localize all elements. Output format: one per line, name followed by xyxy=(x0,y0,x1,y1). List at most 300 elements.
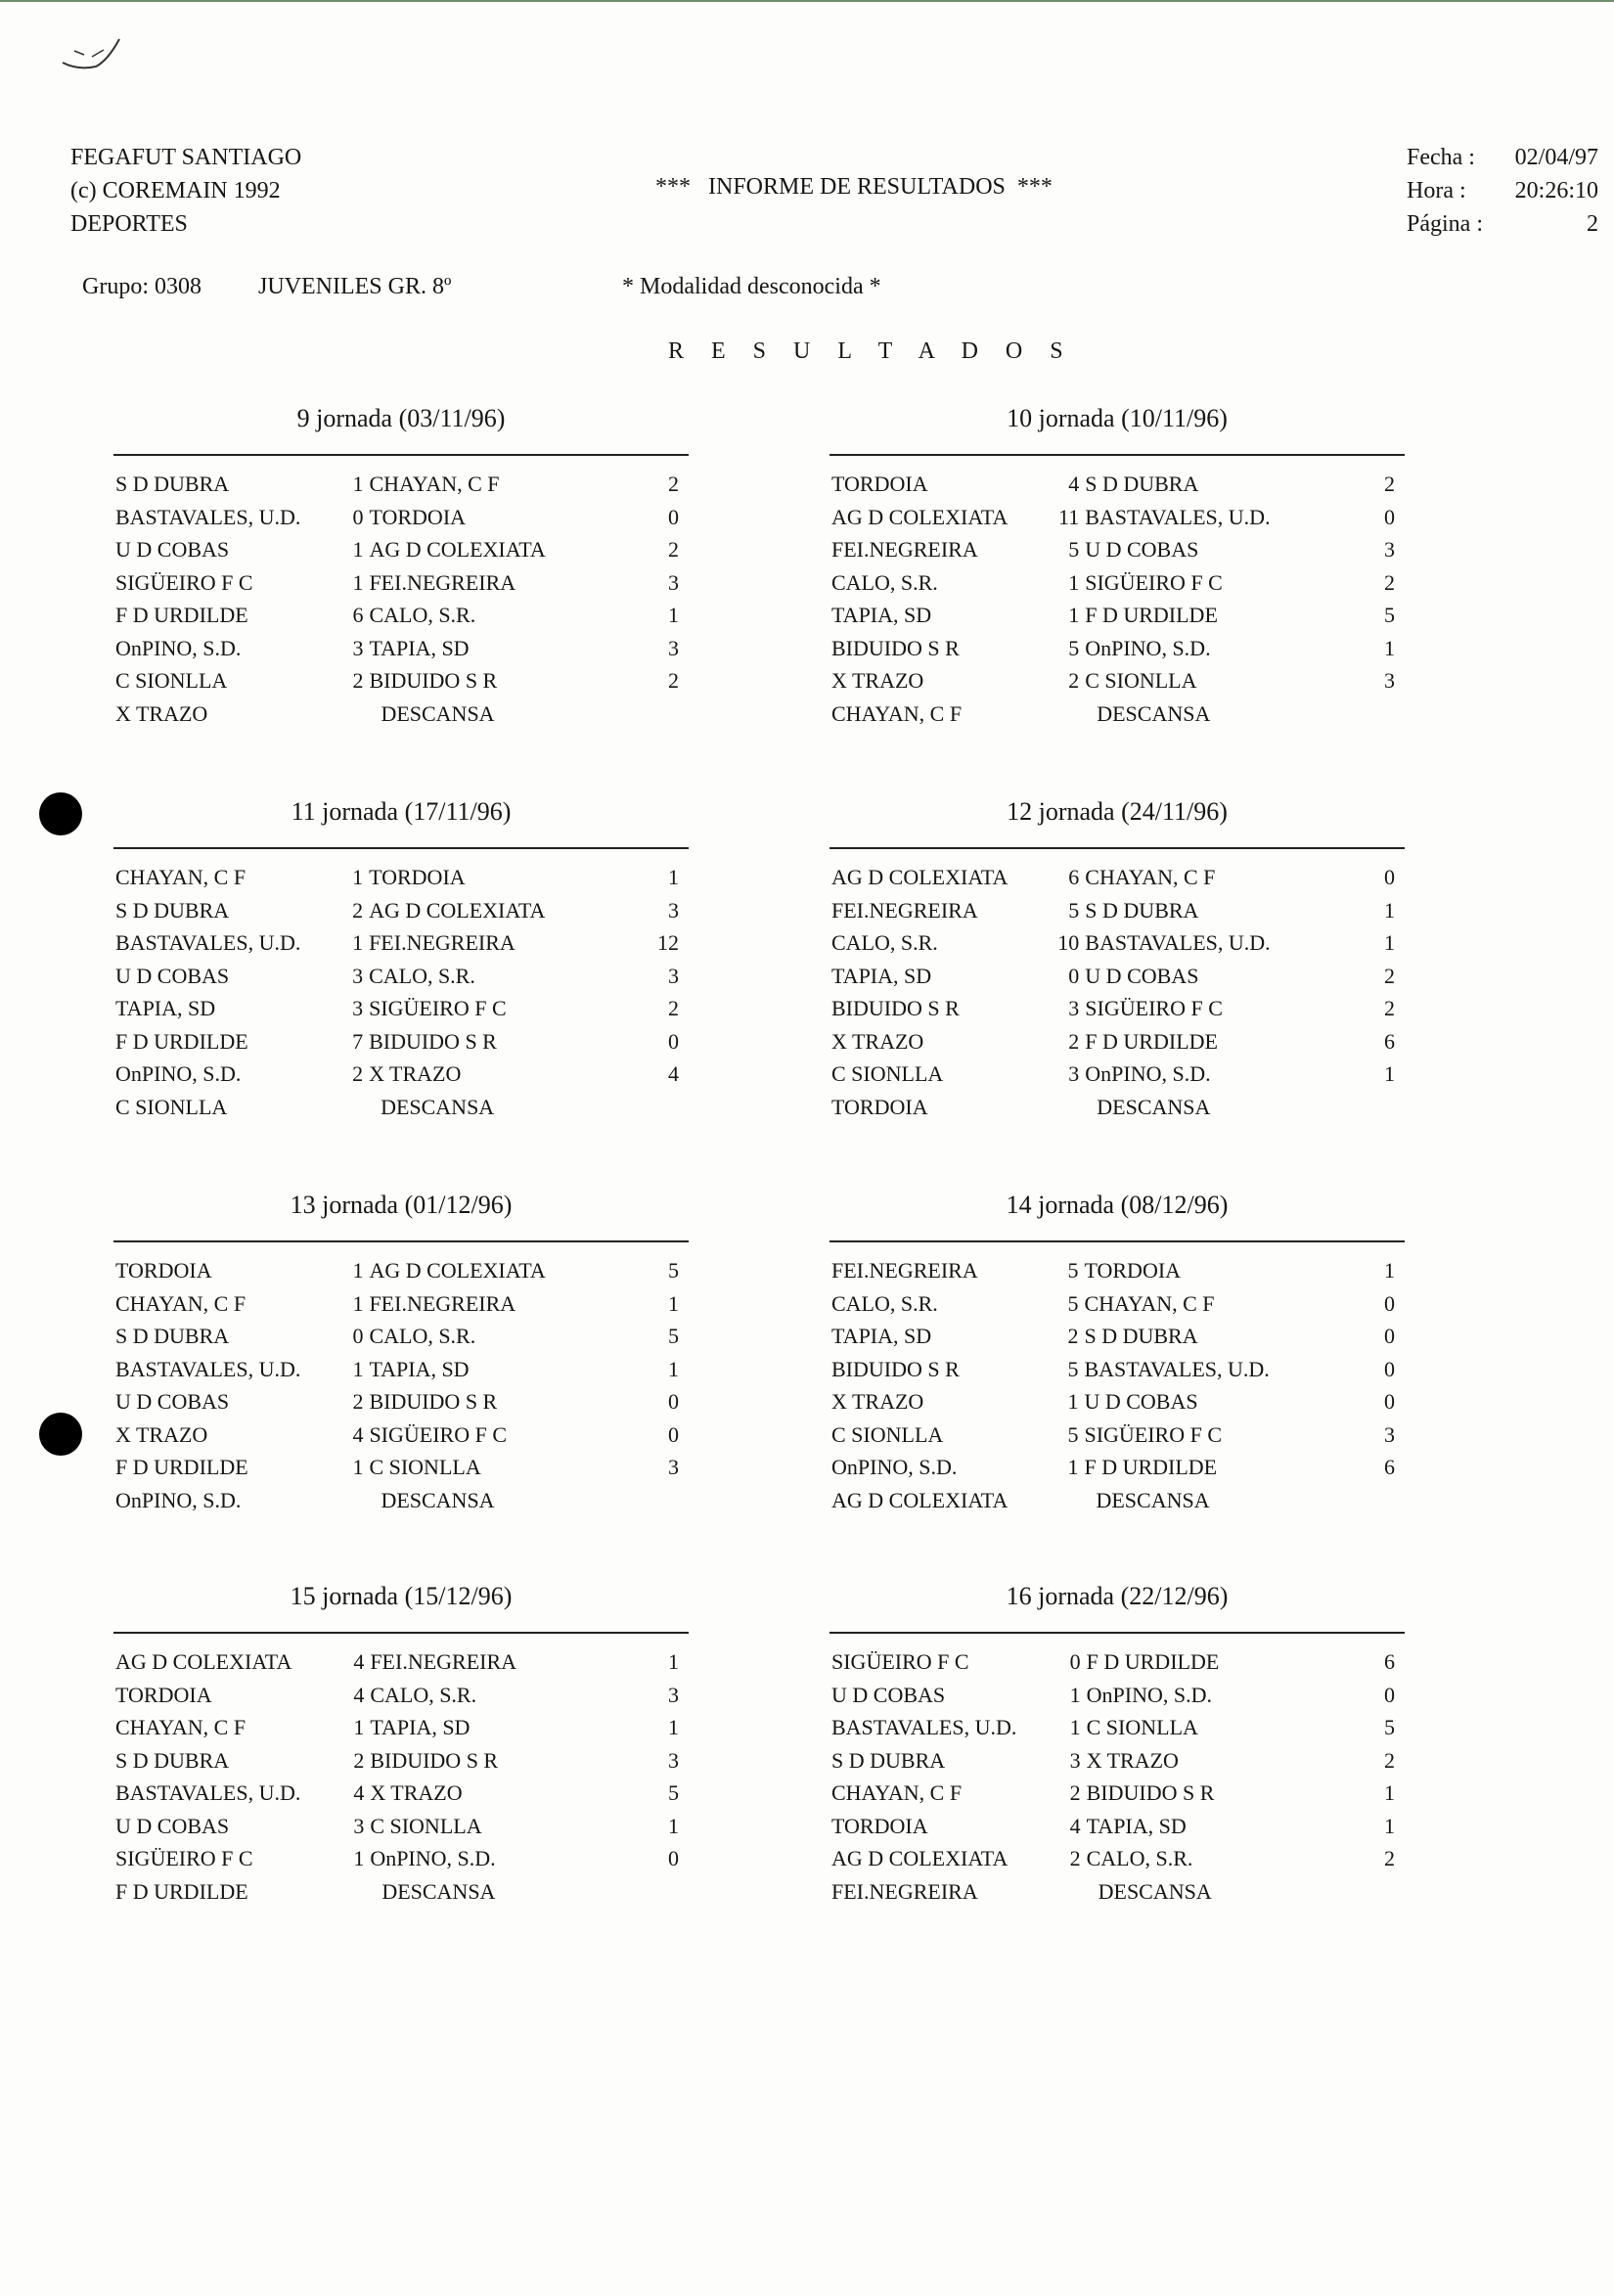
away-team: F D URDILDE xyxy=(1085,603,1218,627)
resting-team: AG D COLEXIATA xyxy=(831,1487,1009,1512)
match-row xyxy=(829,1025,1405,1058)
match-row xyxy=(829,1320,1405,1353)
away-score: 3 xyxy=(668,1747,679,1773)
match-row xyxy=(113,1645,689,1679)
home-score: 4 xyxy=(352,1421,364,1447)
match-row xyxy=(113,1254,689,1287)
home-team: U D COBAS xyxy=(831,1682,946,1707)
matchday-results-table xyxy=(113,861,689,1123)
match-row xyxy=(113,501,689,534)
away-team: CALO, S.R. xyxy=(369,1324,476,1348)
rest-row xyxy=(829,1484,1405,1517)
away-team: SIGÜEIRO F C xyxy=(369,996,507,1020)
away-score: 5 xyxy=(668,1780,679,1805)
matchday-results-table xyxy=(829,861,1405,1123)
rest-label: DESCANSA xyxy=(1097,1094,1211,1119)
away-team: CHAYAN, C F xyxy=(369,472,500,496)
away-score: 2 xyxy=(1384,963,1395,988)
away-score: 0 xyxy=(668,1846,679,1870)
away-team: TAPIA, SD xyxy=(370,1715,471,1739)
page-number: 2 xyxy=(1587,211,1598,237)
away-team: X TRAZO xyxy=(370,1780,463,1805)
home-team: BIDUIDO S R xyxy=(831,1356,960,1381)
matchday-block xyxy=(113,1186,689,1516)
away-team: S D DUBRA xyxy=(1085,897,1199,923)
match-row xyxy=(829,1418,1405,1452)
match-row xyxy=(113,1418,689,1452)
away-team: BASTAVALES, U.D. xyxy=(1085,504,1271,529)
home-score: 3 xyxy=(1068,1061,1080,1086)
rest-score-empty xyxy=(1042,698,1085,731)
time-row xyxy=(1407,174,1598,207)
away-score: 2 xyxy=(1384,996,1395,1020)
home-score: 1 xyxy=(353,1846,365,1870)
away-score: 3 xyxy=(668,963,679,988)
home-team: CALO, S.R. xyxy=(831,1290,938,1316)
home-team: TAPIA, SD xyxy=(831,963,932,988)
away-team: SIGÜEIRO F C xyxy=(1085,569,1223,595)
away-team: F D URDILDE xyxy=(1086,1649,1220,1674)
match-row xyxy=(829,1777,1405,1810)
away-team: OnPINO, S.D. xyxy=(1085,635,1211,660)
home-score: 2 xyxy=(352,897,364,923)
away-score: 2 xyxy=(668,537,679,562)
matchday-block xyxy=(829,792,1405,1123)
match-row xyxy=(829,1810,1405,1843)
away-team: CALO, S.R. xyxy=(369,603,476,627)
away-score: 0 xyxy=(668,1028,679,1054)
match-row xyxy=(829,501,1405,534)
away-score: 0 xyxy=(668,504,679,529)
match-row xyxy=(829,1058,1405,1091)
away-score: 1 xyxy=(1384,1780,1395,1805)
match-row xyxy=(829,566,1405,600)
match-row xyxy=(113,1353,689,1386)
match-row xyxy=(113,1842,689,1875)
home-score: 2 xyxy=(1068,1028,1080,1054)
home-team: U D COBAS xyxy=(115,963,230,988)
matchday-block xyxy=(829,1186,1405,1516)
away-score: 1 xyxy=(668,1715,679,1739)
home-score: 1 xyxy=(352,1258,364,1283)
home-team: X TRAZO xyxy=(831,668,924,693)
away-score: 0 xyxy=(1384,1324,1395,1348)
home-team: TORDOIA xyxy=(831,472,928,496)
rest-row xyxy=(113,1875,689,1909)
match-row xyxy=(113,960,689,993)
time-value: 20:26:10 xyxy=(1514,178,1598,203)
home-team: CHAYAN, C F xyxy=(831,1780,963,1805)
home-team: U D COBAS xyxy=(115,1813,230,1838)
away-score: 2 xyxy=(1384,1846,1395,1870)
away-score: 0 xyxy=(1384,504,1395,529)
home-team: SIGÜEIRO F C xyxy=(115,1846,253,1870)
match-row xyxy=(829,1287,1405,1321)
away-score: 3 xyxy=(668,569,679,595)
home-score: 5 xyxy=(1068,537,1080,562)
rest-label: DESCANSA xyxy=(1097,700,1211,726)
home-score: 1 xyxy=(352,930,364,955)
group-category: JUVENILES GR. 8º xyxy=(258,274,452,299)
away-score: 2 xyxy=(668,668,679,693)
rest-label: DESCANSA xyxy=(1098,1878,1212,1904)
matchday-divider xyxy=(113,1632,689,1634)
away-team: BIDUIDO S R xyxy=(369,1389,498,1414)
match-row xyxy=(829,1451,1405,1484)
matchday-divider xyxy=(113,847,689,849)
match-row xyxy=(113,1679,689,1712)
home-team: U D COBAS xyxy=(115,537,230,562)
away-score: 2 xyxy=(668,472,679,496)
matchday-block xyxy=(113,792,689,1123)
matchday-title: 12 jornada (24/11/96) xyxy=(1007,797,1228,826)
home-team: OnPINO, S.D. xyxy=(115,1061,242,1086)
away-score: 2 xyxy=(1384,1747,1395,1773)
away-score: 6 xyxy=(1384,1028,1395,1054)
away-team: BIDUIDO S R xyxy=(370,1747,499,1773)
home-team: CHAYAN, C F xyxy=(115,1290,247,1316)
away-score: 4 xyxy=(668,1061,679,1086)
home-score: 3 xyxy=(352,996,364,1020)
matchday-title: 9 jornada (03/11/96) xyxy=(296,404,506,432)
away-score: 12 xyxy=(657,930,679,955)
matchday-results-table xyxy=(829,1645,1405,1908)
away-team: C SIONLLA xyxy=(1086,1715,1198,1739)
home-team: TORDOIA xyxy=(115,1682,212,1707)
home-score: 1 xyxy=(353,1715,365,1739)
home-team: SIGÜEIRO F C xyxy=(115,569,253,595)
rest-away-empty xyxy=(1323,1875,1405,1909)
away-score: 1 xyxy=(668,1649,679,1674)
away-team: TAPIA, SD xyxy=(1086,1813,1187,1838)
home-team: X TRAZO xyxy=(115,1421,208,1447)
home-score: 3 xyxy=(353,1813,365,1838)
rest-score-empty xyxy=(1042,1091,1085,1124)
rest-label: DESCANSA xyxy=(381,1094,495,1119)
home-score: 4 xyxy=(1069,1813,1081,1838)
home-score: 7 xyxy=(352,1028,364,1054)
matchday-divider xyxy=(113,1240,689,1242)
punch-hole-icon xyxy=(39,1413,82,1456)
match-row xyxy=(113,599,689,632)
org-copyright: (c) COREMAIN 1992 xyxy=(70,178,281,203)
away-score: 0 xyxy=(1384,865,1395,889)
home-score: 1 xyxy=(352,537,364,562)
home-team: TAPIA, SD xyxy=(831,1324,932,1348)
page-label: Página : xyxy=(1407,211,1483,237)
matchday-results-table xyxy=(829,1254,1405,1516)
rest-score-empty xyxy=(328,698,370,731)
match-row xyxy=(829,533,1405,566)
away-score: 1 xyxy=(668,1813,679,1838)
home-team: BASTAVALES, U.D. xyxy=(115,504,301,529)
match-row xyxy=(113,926,689,960)
home-score: 0 xyxy=(1068,963,1080,988)
home-score: 5 xyxy=(1067,1421,1079,1447)
group-info xyxy=(82,274,963,307)
home-score: 4 xyxy=(1068,472,1080,496)
match-row xyxy=(829,599,1405,632)
matchday-results-table xyxy=(829,468,1405,730)
home-team: BASTAVALES, U.D. xyxy=(115,1780,301,1805)
away-score: 5 xyxy=(668,1258,679,1283)
away-score: 0 xyxy=(668,1421,679,1447)
rest-score-empty xyxy=(328,1875,370,1909)
home-team: AG D COLEXIATA xyxy=(831,504,1009,529)
away-team: CHAYAN, C F xyxy=(1084,1290,1215,1316)
away-score: 1 xyxy=(668,1290,679,1316)
match-row xyxy=(113,1058,689,1091)
match-row xyxy=(113,1320,689,1353)
home-score: 0 xyxy=(1069,1649,1081,1674)
away-team: FEI.NEGREIRA xyxy=(369,1290,516,1316)
home-score: 1 xyxy=(352,569,364,595)
home-score: 5 xyxy=(1067,1258,1079,1283)
rest-label: DESCANSA xyxy=(381,1487,495,1512)
match-row xyxy=(829,1254,1405,1287)
home-team: C SIONLLA xyxy=(115,668,228,693)
away-team: BASTAVALES, U.D. xyxy=(1085,930,1271,955)
away-team: U D COBAS xyxy=(1085,537,1199,562)
home-score: 1 xyxy=(1069,1682,1081,1707)
away-team: BIDUIDO S R xyxy=(369,1028,497,1054)
away-team: CALO, S.R. xyxy=(369,963,475,988)
home-score: 1 xyxy=(352,1290,364,1316)
away-team: SIGÜEIRO F C xyxy=(1084,1421,1223,1447)
away-team: SIGÜEIRO F C xyxy=(1085,996,1223,1020)
home-score: 5 xyxy=(1067,1290,1079,1316)
away-score: 1 xyxy=(668,603,679,627)
away-score: 2 xyxy=(668,996,679,1020)
home-team: CALO, S.R. xyxy=(831,930,938,955)
match-row xyxy=(113,632,689,665)
away-score: 0 xyxy=(1384,1356,1395,1381)
home-score: 1 xyxy=(1067,1455,1079,1479)
page-row xyxy=(1407,207,1598,241)
home-team: F D URDILDE xyxy=(115,1455,248,1479)
home-score: 2 xyxy=(352,1389,364,1414)
away-score: 5 xyxy=(1384,603,1395,627)
away-score: 6 xyxy=(1384,1455,1395,1479)
home-team: BIDUIDO S R xyxy=(831,996,960,1020)
away-team: TAPIA, SD xyxy=(369,1356,470,1381)
away-team: BASTAVALES, U.D. xyxy=(1084,1356,1270,1381)
home-score: 2 xyxy=(353,1747,365,1773)
home-team: CALO, S.R. xyxy=(831,569,938,595)
resting-team: F D URDILDE xyxy=(115,1878,248,1904)
matchday-title: 10 jornada (10/11/96) xyxy=(1007,404,1228,432)
home-score: 0 xyxy=(352,504,364,529)
home-team: FEI.NEGREIRA xyxy=(831,537,978,562)
match-row xyxy=(113,664,689,698)
away-team: AG D COLEXIATA xyxy=(369,1258,546,1283)
home-score: 6 xyxy=(352,603,364,627)
match-row xyxy=(829,992,1405,1025)
home-score: 5 xyxy=(1068,897,1080,923)
home-score: 1 xyxy=(352,1356,364,1381)
match-row xyxy=(113,861,689,894)
away-team: FEI.NEGREIRA xyxy=(370,1649,517,1674)
match-row xyxy=(113,1810,689,1843)
away-score: 0 xyxy=(1384,1290,1395,1316)
home-score: 2 xyxy=(1069,1846,1081,1870)
match-row xyxy=(113,533,689,566)
matchday-divider xyxy=(829,847,1405,849)
away-score: 3 xyxy=(1384,1421,1395,1447)
home-score: 1 xyxy=(1068,603,1080,627)
away-team: F D URDILDE xyxy=(1084,1455,1218,1479)
resting-team: FEI.NEGREIRA xyxy=(831,1878,978,1904)
rest-label: DESCANSA xyxy=(381,700,495,726)
away-team: CALO, S.R. xyxy=(370,1682,477,1707)
away-score: 3 xyxy=(668,897,679,923)
home-score: 11 xyxy=(1058,504,1080,529)
time-label: Hora : xyxy=(1407,178,1466,203)
matchday-block xyxy=(113,399,689,730)
match-row xyxy=(113,992,689,1025)
home-team: FEI.NEGREIRA xyxy=(831,897,978,923)
home-score: 1 xyxy=(352,1455,364,1479)
home-team: OnPINO, S.D. xyxy=(115,635,242,660)
away-team: TORDOIA xyxy=(1084,1258,1182,1283)
away-team: OnPINO, S.D. xyxy=(1086,1682,1212,1707)
home-score: 4 xyxy=(353,1649,365,1674)
away-score: 1 xyxy=(668,865,679,889)
home-team: X TRAZO xyxy=(831,1028,924,1054)
home-team: AG D COLEXIATA xyxy=(831,1846,1009,1870)
home-team: S D DUBRA xyxy=(115,1747,230,1773)
home-score: 1 xyxy=(352,865,364,889)
away-score: 5 xyxy=(1384,1715,1395,1739)
away-score: 5 xyxy=(668,1324,679,1348)
away-score: 1 xyxy=(1384,930,1395,955)
home-score: 3 xyxy=(352,963,364,988)
home-team: CHAYAN, C F xyxy=(115,865,247,889)
away-team: OnPINO, S.D. xyxy=(1085,1061,1211,1086)
matchday-results-table xyxy=(113,1254,689,1516)
away-score: 0 xyxy=(668,1389,679,1414)
match-row xyxy=(829,1679,1405,1712)
rest-score-empty xyxy=(1043,1484,1085,1517)
home-score: 6 xyxy=(1068,865,1080,889)
resting-team: TORDOIA xyxy=(831,1094,928,1119)
rest-score-empty xyxy=(327,1091,369,1124)
date-row xyxy=(1407,141,1598,174)
match-row xyxy=(113,1711,689,1744)
match-row xyxy=(113,1451,689,1484)
match-row xyxy=(829,632,1405,665)
home-score: 2 xyxy=(1068,668,1080,693)
away-team: FEI.NEGREIRA xyxy=(369,930,516,955)
home-team: AG D COLEXIATA xyxy=(831,865,1009,889)
rest-away-empty xyxy=(607,1875,689,1909)
away-team: CHAYAN, C F xyxy=(1085,865,1216,889)
away-team: S D DUBRA xyxy=(1084,1324,1198,1348)
match-row xyxy=(113,1744,689,1778)
away-score: 3 xyxy=(1384,668,1395,693)
group-code: Grupo: 0308 xyxy=(82,274,202,299)
matchday-divider xyxy=(829,1632,1405,1634)
matchday-title: 11 jornada (17/11/96) xyxy=(291,797,512,826)
rest-score-empty xyxy=(328,1484,370,1517)
home-team: X TRAZO xyxy=(831,1389,924,1414)
away-score: 3 xyxy=(1384,537,1395,562)
away-score: 3 xyxy=(668,635,679,660)
away-team: U D COBAS xyxy=(1084,1389,1198,1414)
away-score: 6 xyxy=(1384,1649,1395,1674)
matchday-results-table xyxy=(113,1645,689,1908)
home-team: BASTAVALES, U.D. xyxy=(831,1715,1017,1739)
matchday-divider xyxy=(113,454,689,456)
home-score: 1 xyxy=(352,472,364,496)
rest-away-empty xyxy=(608,1484,689,1517)
match-row xyxy=(829,894,1405,927)
away-team: F D URDILDE xyxy=(1085,1028,1218,1054)
away-team: TORDOIA xyxy=(369,865,466,889)
rest-row xyxy=(113,1091,689,1124)
home-team: FEI.NEGREIRA xyxy=(831,1258,978,1283)
home-team: BIDUIDO S R xyxy=(831,635,960,660)
home-team: TAPIA, SD xyxy=(831,603,932,627)
home-score: 2 xyxy=(352,1061,364,1086)
matchday-title: 16 jornada (22/12/96) xyxy=(1006,1582,1229,1610)
rest-label: DESCANSA xyxy=(1096,1487,1210,1512)
away-team: CALO, S.R. xyxy=(1086,1846,1193,1870)
match-row xyxy=(113,468,689,501)
away-team: BIDUIDO S R xyxy=(369,668,498,693)
rest-away-empty xyxy=(1324,698,1405,731)
match-row xyxy=(113,1287,689,1321)
matchday-title: 14 jornada (08/12/96) xyxy=(1006,1191,1229,1219)
away-team: BIDUIDO S R xyxy=(1086,1780,1215,1805)
scan-top-edge-line xyxy=(0,0,1614,2)
away-team: U D COBAS xyxy=(1085,963,1199,988)
home-team: BASTAVALES, U.D. xyxy=(115,930,301,955)
match-row xyxy=(829,1744,1405,1778)
report-title: *** INFORME DE RESULTADOS *** xyxy=(655,174,1053,200)
match-row xyxy=(829,1385,1405,1418)
match-row xyxy=(829,926,1405,960)
match-row xyxy=(113,566,689,600)
home-team: F D URDILDE xyxy=(115,1028,248,1054)
away-team: C SIONLLA xyxy=(1085,668,1197,693)
resting-team: OnPINO, S.D. xyxy=(115,1487,242,1512)
home-score: 1 xyxy=(1068,569,1080,595)
org-name: FEGAFUT SANTIAGO xyxy=(70,145,302,170)
away-team: OnPINO, S.D. xyxy=(370,1846,496,1870)
home-score: 10 xyxy=(1057,930,1080,955)
home-team: S D DUBRA xyxy=(115,897,230,923)
home-score: 2 xyxy=(1067,1324,1079,1348)
matchday-block xyxy=(113,1577,689,1908)
organization-header xyxy=(70,141,301,241)
rest-score-empty xyxy=(1044,1875,1086,1909)
date-label: Fecha : xyxy=(1407,145,1475,170)
home-score: 5 xyxy=(1067,1356,1079,1381)
away-score: 3 xyxy=(668,1455,679,1479)
home-score: 1 xyxy=(1067,1389,1079,1414)
matchday-results-table xyxy=(113,468,689,730)
home-score: 0 xyxy=(352,1324,364,1348)
matchday-block xyxy=(829,399,1405,730)
away-score: 1 xyxy=(1384,897,1395,923)
away-team: C SIONLLA xyxy=(369,1455,481,1479)
away-score: 2 xyxy=(1384,569,1395,595)
matchday-title: 15 jornada (15/12/96) xyxy=(290,1582,513,1610)
home-team: AG D COLEXIATA xyxy=(115,1649,292,1674)
home-team: C SIONLLA xyxy=(831,1421,944,1447)
away-score: 1 xyxy=(1384,1061,1395,1086)
